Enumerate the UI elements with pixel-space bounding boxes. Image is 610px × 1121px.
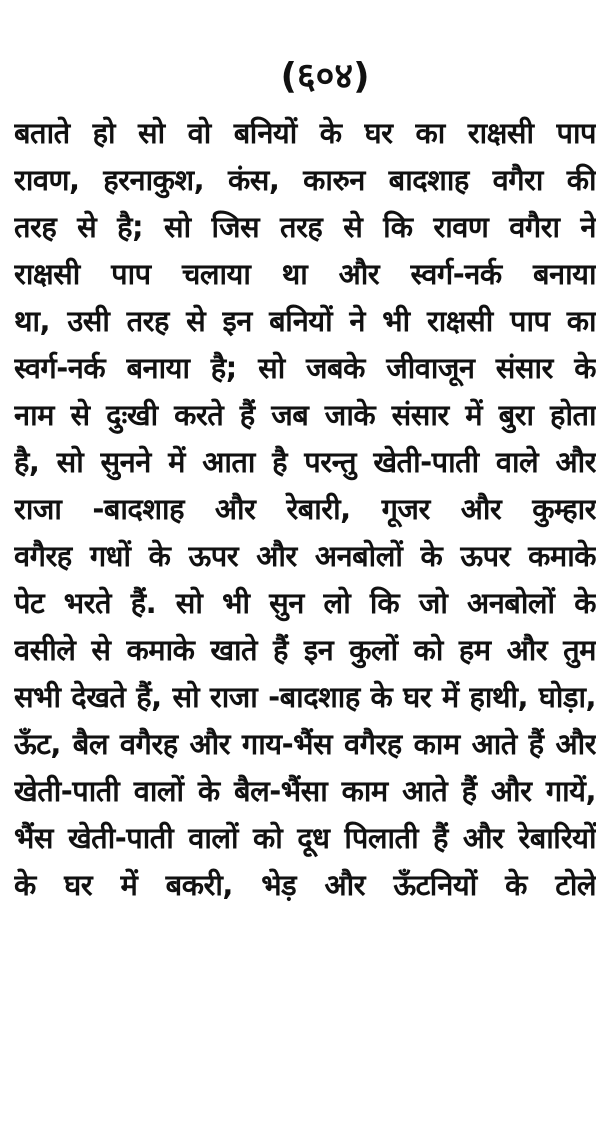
text-line: है, सो सुनने में आता है परन्तु खेती-पाती वाले और xyxy=(14,445,596,479)
text-line: के घर में बकरी, भेड़ और ऊँटनियों के टोले xyxy=(14,868,596,902)
text-line: राजा -बादशाह और रेबारी, गूजर और कुम्हार xyxy=(14,492,596,526)
text-line: तरह से है; सो जिस तरह से कि रावण वगैरा ने xyxy=(14,210,596,244)
text-line: स्वर्ग-नर्क बनाया है; सो जबके जीवाजून संसार के xyxy=(14,351,596,385)
text-line: था, उसी तरह से इन बनियों ने भी राक्षसी पाप का xyxy=(14,304,596,338)
text-line: खेती-पाती वालों के बैल-भैंसा काम आते हैं और गायें, xyxy=(14,774,596,808)
text-line: भैंस खेती-पाती वालों को दूध पिलाती हैं और रेबारियों xyxy=(14,821,596,855)
page-number: (६०४) xyxy=(280,56,370,97)
text-line: ऊँट, बैल वगैरह और गाय-भैंस वगैरह काम आते हैं और xyxy=(14,727,596,761)
text-line: वगैरह गधों के ऊपर और अनबोलों के ऊपर कमाके xyxy=(14,539,596,573)
text-line: बताते हो सो वो बनियों के घर का राक्षसी पाप xyxy=(14,116,596,150)
text-line: सभी देखते हैं, सो राजा -बादशाह के घर में हाथी, घोड़ा, xyxy=(14,680,596,714)
text-line: नाम से दुःखी करते हैं जब जाके संसार में बुरा होता xyxy=(14,398,596,432)
text-line: राक्षसी पाप चलाया था और स्वर्ग-नर्क बनाया xyxy=(14,257,596,291)
text-line: पेट भरते हैं. सो भी सुन लो कि जो अनबोलों के xyxy=(14,586,596,620)
text-line: वसीले से कमाके खाते हैं इन कुलों को हम और तुम xyxy=(14,633,596,667)
body-text xyxy=(14,110,596,909)
text-line: रावण, हरनाकुश, कंस, कारुन बादशाह वगैरा की xyxy=(14,163,596,197)
